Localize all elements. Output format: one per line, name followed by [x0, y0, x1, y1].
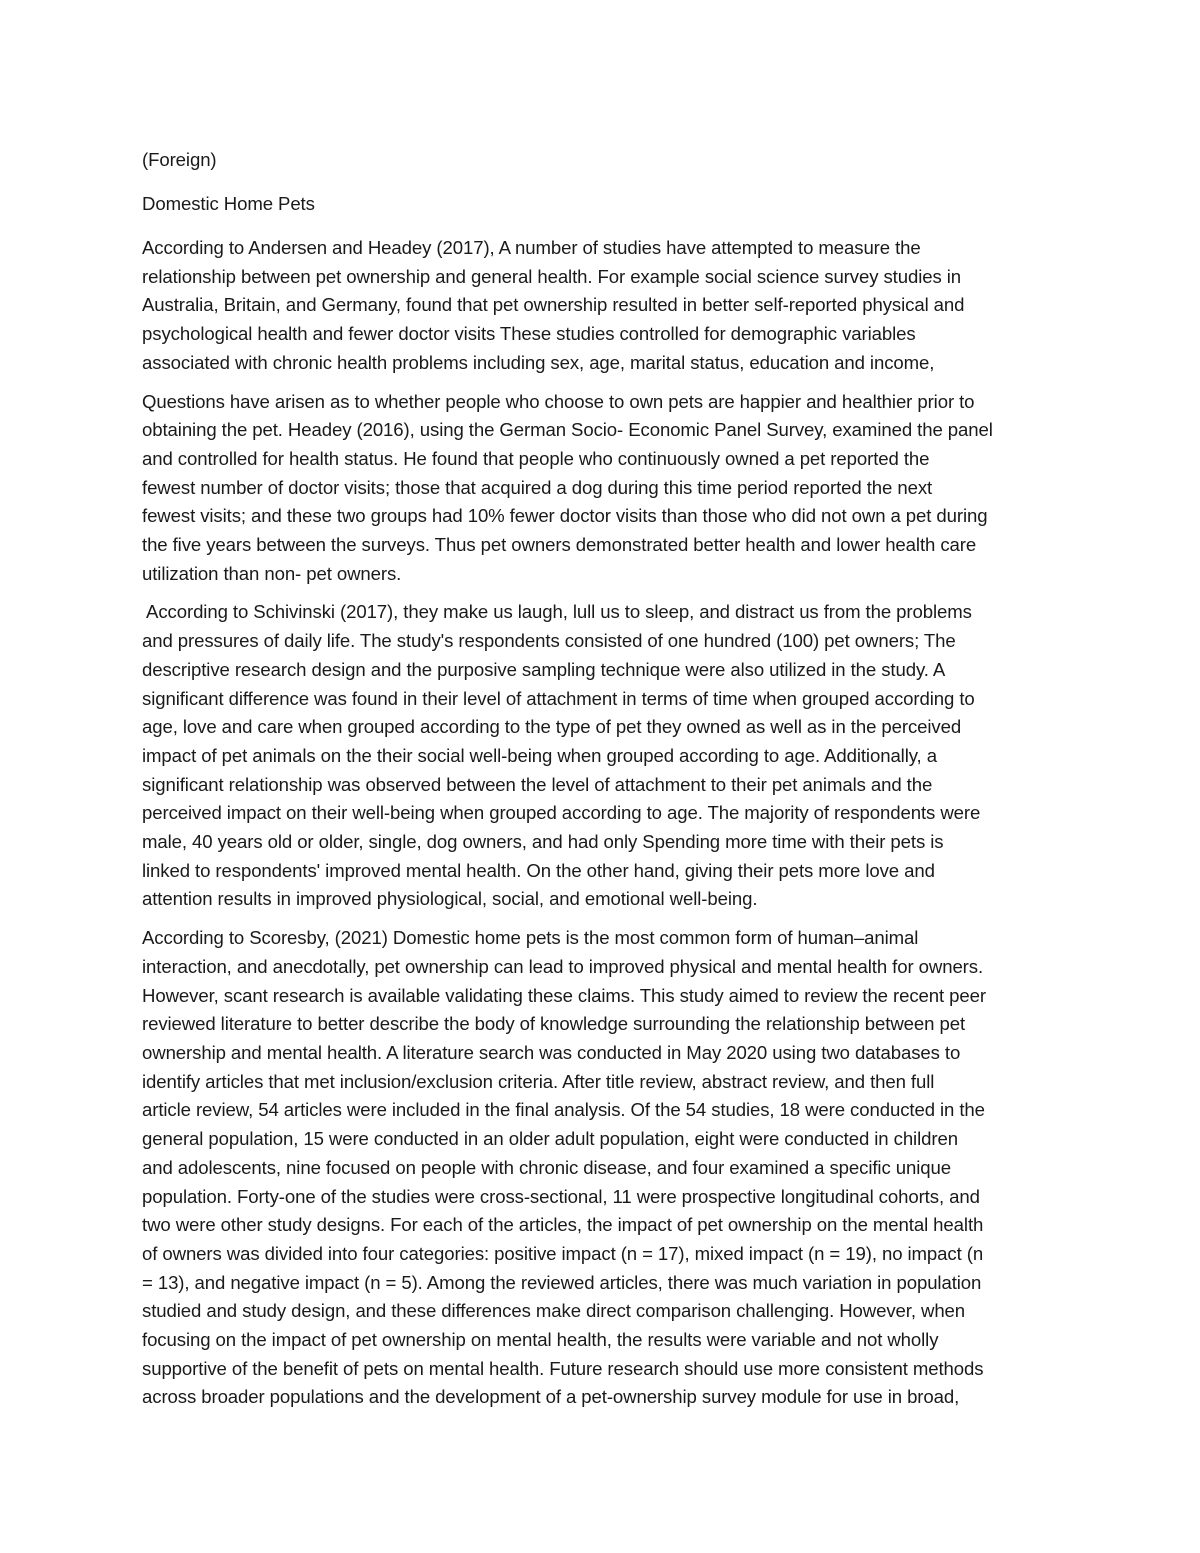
text-line: across broader populations and the development of a pet-ownership survey module for use in broad,: [142, 1386, 960, 1408]
text-line: However, scant research is available validating these claims. This study aimed to review the recent peer: [142, 984, 986, 1006]
text-line: article review, 54 articles were included in the final analysis. Of the 54 studies, 18 were conducted in the: [142, 1099, 985, 1121]
text-line: According to Schivinski (2017), they make us laugh, lull us to sleep, and distract us from the problems: [142, 601, 972, 623]
paragraph-scoresby: [142, 924, 1062, 1412]
text-line: general population, 15 were conducted in an older adult population, eight were conducted in children: [142, 1128, 958, 1150]
text-line: reviewed literature to better describe the body of knowledge surrounding the relationship between pet: [142, 1013, 966, 1035]
text-line: psychological health and fewer doctor visits These studies controlled for demographic variables: [142, 323, 916, 345]
region-label: (Foreign): [142, 149, 217, 170]
document-page: [142, 146, 1062, 1422]
text-line: ownership and mental health. A literature search was conducted in May 2020 using two databases to: [142, 1041, 961, 1063]
section-title: Domestic Home Pets: [142, 193, 315, 214]
text-line: associated with chronic health problems including sex, age, marital status, education and income,: [142, 351, 935, 373]
text-line: relationship between pet ownership and general health. For example social science survey studies in: [142, 265, 962, 287]
text-line: utilization than non- pet owners.: [142, 562, 402, 584]
text-line: and adolescents, nine focused on people with chronic disease, and four examined a specific unique: [142, 1156, 951, 1178]
text-line: Questions have arisen as to whether people who choose to own pets are happier and healthier prior to: [142, 390, 975, 412]
text-line: male, 40 years old or older, single, dog owners, and had only Spending more time with their pets is: [142, 831, 944, 853]
text-line: interaction, and anecdotally, pet ownership can lead to improved physical and mental health for owners.: [142, 955, 984, 977]
text-line: obtaining the pet. Headey (2016), using the German Socio- Economic Panel Survey, examined the panel: [142, 419, 993, 441]
text-line: attention results in improved physiological, social, and emotional well-being.: [142, 888, 758, 910]
text-line: fewest number of doctor visits; those that acquired a dog during this time period reported the next: [142, 476, 933, 498]
text-line: and controlled for health status. He found that people who continuously owned a pet reported the: [142, 447, 930, 469]
text-line: = 13), and negative impact (n = 5). Among the reviewed articles, there was much variation in population: [142, 1271, 982, 1293]
paragraph-schivinski: [142, 598, 1062, 914]
text-line: fewest visits; and these two groups had 10% fewer doctor visits than those who did not own a pet during: [142, 505, 988, 527]
text-line: of owners was divided into four categories: positive impact (n = 17), mixed impact (n = 19), no impact (n: [142, 1242, 984, 1264]
text-line: significant relationship was observed between the level of attachment to their pet animals and the: [142, 773, 933, 795]
text-line: According to Scoresby, (2021) Domestic home pets is the most common form of human–animal: [142, 927, 919, 949]
text-line: descriptive research design and the purposive sampling technique were also utilized in the study. A: [142, 658, 946, 680]
text-line: studied and study design, and these differences make direct comparison challenging. However, when: [142, 1300, 966, 1322]
text-line: identify articles that met inclusion/exclusion criteria. After title review, abstract review, and then full: [142, 1070, 935, 1092]
text-line: two were other study designs. For each of the articles, the impact of pet ownership on the mental health: [142, 1214, 984, 1236]
text-line: significant difference was found in their level of attachment in terms of time when grouped according to: [142, 687, 975, 709]
text-line: population. Forty-one of the studies were cross-sectional, 11 were prospective longitudinal cohorts, and: [142, 1185, 980, 1207]
text-line: According to Andersen and Headey (2017), A number of studies have attempted to measure the: [142, 237, 921, 258]
text-line: age, love and care when grouped according to the type of pet they owned as well as in the perceived: [142, 716, 962, 738]
text-line: linked to respondents' improved mental health. On the other hand, giving their pets more love and: [142, 859, 935, 881]
text-line: Australia, Britain, and Germany, found that pet ownership resulted in better self-reported physical and: [142, 294, 965, 316]
paragraph-headey-2016: [142, 388, 1062, 589]
text-line: supportive of the benefit of pets on mental health. Future research should use more consistent methods: [142, 1357, 984, 1379]
text-line: and pressures of daily life. The study's respondents consisted of one hundred (100) pet owners; The: [142, 630, 956, 652]
text-line: perceived impact on their well-being when grouped according to age. The majority of respondents were: [142, 802, 981, 824]
text-line: focusing on the impact of pet ownership on mental health, the results were variable and not wholly: [142, 1329, 939, 1351]
text-line: the five years between the surveys. Thus pet owners demonstrated better health and lower health care: [142, 534, 977, 556]
paragraph-andersen-headey: [142, 234, 1062, 378]
text-line: impact of pet animals on the their social well-being when grouped according to age. Additionally, a: [142, 744, 937, 766]
